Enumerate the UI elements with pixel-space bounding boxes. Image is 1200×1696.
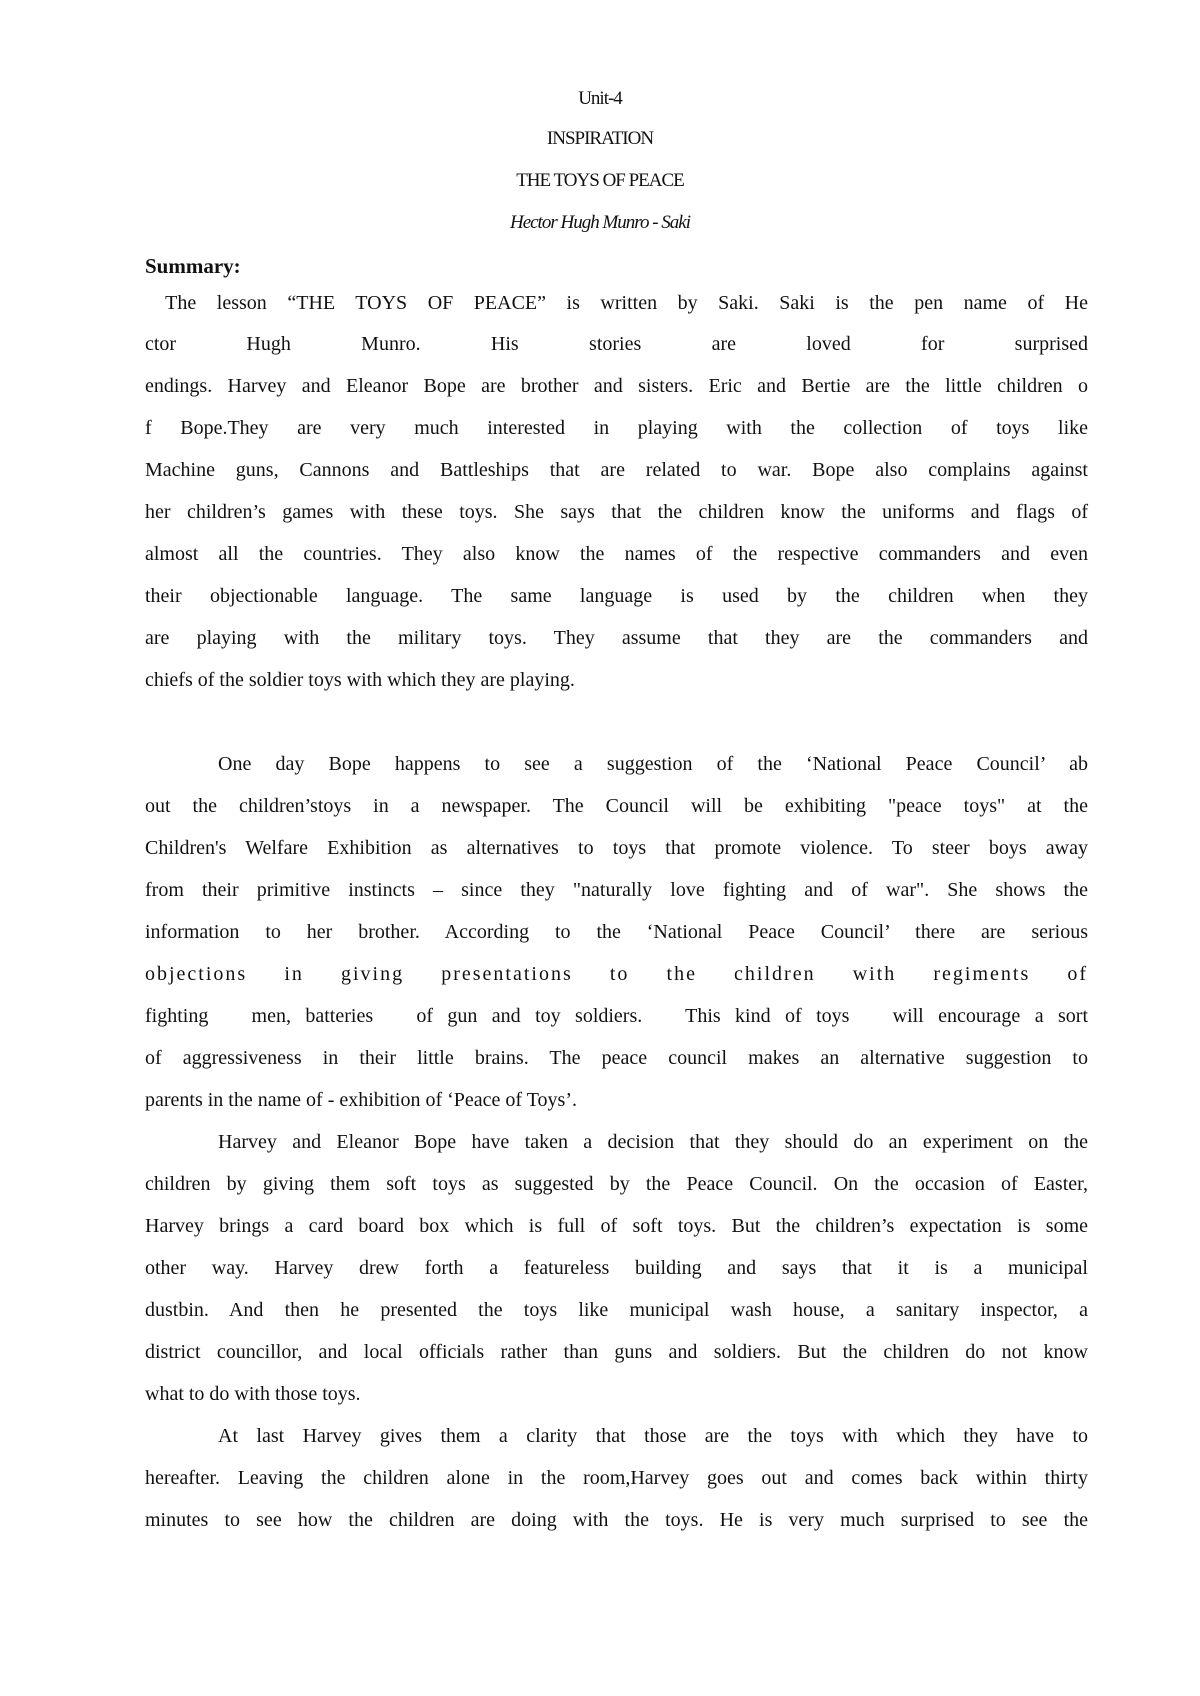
- text-line: One day Bope happens to see a suggestion of the ‘National Peace Council’ ab: [218, 753, 1088, 775]
- text-line: chiefs of the soldier toys with which they are playing.: [145, 669, 575, 691]
- text-line: minutes to see how the children are doing with the toys. He is very much surprised to see the: [145, 1509, 1088, 1531]
- text-line: dustbin. And then he presented the toys like municipal wash house, a sanitary inspector, a: [145, 1299, 1088, 1321]
- text-line: hereafter. Leaving the children alone in the room,Harvey goes out and comes back within thirty: [145, 1467, 1088, 1489]
- text-line: endings. Harvey and Eleanor Bope are brother and sisters. Eric and Bertie are the little children o: [145, 375, 1088, 397]
- text-line: ctor Hugh Munro. His stories are loved for surprised: [145, 333, 1088, 355]
- text-line: their objectionable language. The same language is used by the children when they: [145, 585, 1088, 607]
- text-line: are playing with the military toys. They assume that they are the commanders and: [145, 627, 1088, 649]
- summary-label: Summary:: [145, 254, 241, 278]
- text-line: fighting men, batteries of gun and toy soldiers. This kind of toys will encourage a sort: [145, 1005, 1088, 1027]
- text-line: parents in the name of - exhibition of ‘Peace of Toys’.: [145, 1089, 577, 1111]
- text-line: Harvey and Eleanor Bope have taken a decision that they should do an experiment on the: [218, 1131, 1088, 1153]
- text-line: Machine guns, Cannons and Battleships that are related to war. Bope also complains against: [145, 459, 1088, 481]
- text-line: information to her brother. According to the ‘National Peace Council’ there are serious: [145, 921, 1088, 943]
- text-line: f Bope.They are very much interested in playing with the collection of toys like: [145, 417, 1088, 439]
- text-line: district councillor, and local officials rather than guns and soldiers. But the children do not know: [145, 1341, 1088, 1363]
- author-name: Hector Hugh Munro - Saki: [509, 212, 691, 233]
- text-line: Harvey brings a card board box which is full of soft toys. But the children’s expectation is some: [145, 1215, 1088, 1237]
- text-line: objections in giving presentations to the children with regiments of: [145, 963, 1088, 985]
- story-title: THE TOYS OF PEACE: [516, 170, 684, 191]
- text-line: children by giving them soft toys as suggested by the Peace Council. On the occasion of Easter,: [145, 1173, 1088, 1195]
- text-line: from their primitive instincts – since they "naturally love fighting and of war". She shows the: [145, 879, 1088, 901]
- text-line: out the children’stoys in a newspaper. The Council will be exhibiting "peace toys" at the: [145, 795, 1088, 817]
- text-line: Children's Welfare Exhibition as alternatives to toys that promote violence. To steer boys away: [145, 837, 1088, 859]
- unit-heading: Unit-4: [578, 88, 622, 109]
- text-line: of aggressiveness in their little brains. The peace council makes an alternative suggestion to: [145, 1047, 1088, 1069]
- text-line: At last Harvey gives them a clarity that those are the toys with which they have to: [218, 1425, 1088, 1447]
- text-line: what to do with those toys.: [145, 1383, 361, 1405]
- text-line: other way. Harvey drew forth a featureless building and says that it is a municipal: [145, 1257, 1088, 1279]
- text-line: The lesson “THE TOYS OF PEACE” is written by Saki. Saki is the pen name of He: [145, 292, 1088, 314]
- theme-heading: INSPIRATION: [546, 128, 654, 149]
- text-line: almost all the countries. They also know the names of the respective commanders and even: [145, 543, 1088, 565]
- text-line: her children’s games with these toys. She says that the children know the uniforms and flags of: [145, 501, 1088, 523]
